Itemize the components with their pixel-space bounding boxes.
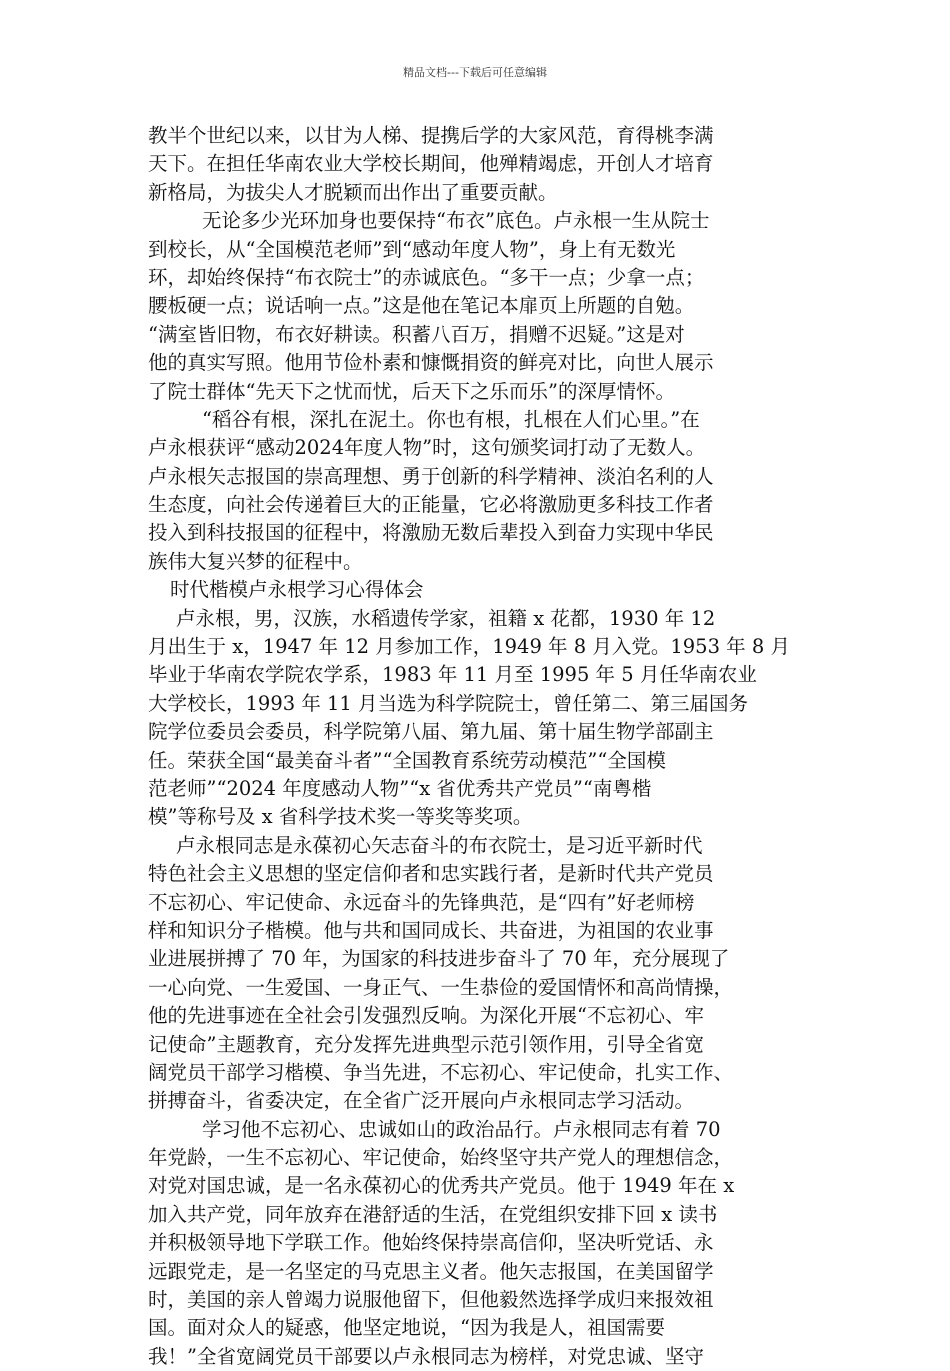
text-line: 腰板硬一点；说话响一点。”这是他在笔记本扉页上所题的自勉。 <box>148 294 695 318</box>
text-line: 院学位委员会委员，科学院第八届、第九届、第十届生物学部副主 <box>148 720 714 744</box>
text-line: 到校长，从“全国模范老师”到“感动年度人物”，身上有无数光 <box>148 237 676 261</box>
text-line: 时，美国的亲人曾竭力说服他留下，但他毅然选择学成归来报效祖 <box>148 1288 714 1312</box>
text-line: 族伟大复兴梦的征程中。 <box>148 549 363 573</box>
text-line: 环，却始终保持“布衣院士”的赤诚底色。“多干一点；少拿一点； <box>148 265 705 289</box>
text-line: 我！”全省宽阔党员干部要以卢永根同志为榜样，对党忠诚、坚守 <box>148 1344 704 1368</box>
text-line: 范老师”“2024 年度感动人物”“x 省优秀共产党员”“南粤楷 <box>148 776 652 800</box>
text-line: 样和知识分子楷模。他与共和国同成长、共奋进，为祖国的农业事 <box>148 918 714 942</box>
text-line: 记使命”主题教育，充分发挥先进典型示范引领作用，引导全省宽 <box>148 1032 704 1056</box>
text-line: 业进展拼搏了 70 年，为国家的科技进步奋斗了 70 年，充分展现了 <box>148 947 730 971</box>
text-line: 模”等称号及 x 省科学技术奖一等奖等奖项。 <box>148 805 533 829</box>
text-line: 年党龄，一生不忘初心、牢记使命，始终坚守共产党人的理想信念， <box>148 1146 734 1170</box>
text-line: “稻谷有根，深扎在泥土。你也有根，扎根在人们心里。”在 <box>202 407 700 431</box>
text-line: 学习他不忘初心、忠诚如山的政治品行。卢永根同志有着 70 <box>202 1117 721 1141</box>
text-line: 任。荣获全国“最美奋斗者”“全国教育系统劳动模范”“全国模 <box>148 748 666 772</box>
text-line: 新格局，为拔尖人才脱颖而出作出了重要贡献。 <box>148 180 558 204</box>
text-line: 了院士群体“先天下之忧而忧，后天下之乐而乐”的深厚情怀。 <box>148 379 675 403</box>
text-line: “满室皆旧物，布衣好耕读。积蓄八百万，捐赠不迟疑。”这是对 <box>148 322 685 346</box>
text-line: 对党对国忠诚，是一名永葆初心的优秀共产党员。他于 1949 年在 x <box>148 1174 735 1198</box>
text-line: 生态度，向社会传递着巨大的正能量，它必将激励更多科技工作者 <box>148 493 714 517</box>
text-line: 月出生于 x，1947 年 12 月参加工作，1949 年 8 月入党。1953 年 8 月 <box>148 635 790 659</box>
page-header: 精品文档---下载后可任意编辑 <box>403 66 547 79</box>
document-body <box>148 122 808 1371</box>
text-line: 拼搏奋斗，省委决定，在全省广泛开展向卢永根同志学习活动。 <box>148 1089 695 1113</box>
text-line: 阔党员干部学习楷模、争当先进，不忘初心、牢记使命，扎实工作、 <box>148 1060 734 1084</box>
text-line: 卢永根同志是永葆初心矢志奋斗的布衣院士，是习近平新时代 <box>176 833 703 857</box>
text-line: 毕业于华南农学院农学系，1983 年 11 月至 1995 年 5 月任华南农业 <box>148 663 757 687</box>
text-line: 不忘初心、牢记使命、永远奋斗的先锋典范，是“四有”好老师榜 <box>148 890 695 914</box>
text-line: 特色社会主义思想的坚定信仰者和忠实践行者，是新时代共产党员 <box>148 862 714 886</box>
text-line: 卢永根获评“感动2024年度人物”时，这句颁奖词打动了无数人。 <box>148 436 706 460</box>
text-line: 加入共产党，同年放弃在港舒适的生活，在党组织安排下回 x 读书 <box>148 1202 718 1226</box>
text-line: 无论多少光环加身也要保持“布衣”底色。卢永根一生从院士 <box>202 209 710 233</box>
text-line: 一心向党、一生爱国、一身正气、一生恭俭的爱国情怀和高尚情操， <box>148 975 734 999</box>
text-line: 时代楷模卢永根学习心得体会 <box>170 578 424 602</box>
text-line: 他的真实写照。他用节俭朴素和慷慨捐资的鲜亮对比，向世人展示 <box>148 351 714 375</box>
text-line: 教半个世纪以来，以甘为人梯、提携后学的大家风范，育得桃李满 <box>148 124 714 147</box>
text-line: 卢永根矢志报国的崇高理想、勇于创新的科学精神、淡泊名利的人 <box>148 464 714 488</box>
text-line: 天下。在担任华南农业大学校长期间，他殚精竭虑，开创人才培育 <box>148 152 714 176</box>
text-line: 并积极领导地下学联工作。他始终保持崇高信仰，坚决听党话、永 <box>148 1231 714 1255</box>
text-line: 投入到科技报国的征程中，将激励无数后辈投入到奋力实现中华民 <box>148 521 714 545</box>
text-line: 大学校长，1993 年 11 月当选为科学院院士，曾任第二、第三届国务 <box>148 691 749 715</box>
text-line: 他的先进事迹在全社会引发强烈反响。为深化开展“不忘初心、牢 <box>148 1004 704 1028</box>
text-line: 国。面对众人的疑惑，他坚定地说，“因为我是人，祖国需要 <box>148 1316 665 1340</box>
text-line: 远跟党走，是一名坚定的马克思主义者。他矢志报国，在美国留学 <box>148 1259 714 1283</box>
text-line: 卢永根，男，汉族，水稻遗传学家，祖籍 x 花都，1930 年 12 <box>176 606 716 630</box>
